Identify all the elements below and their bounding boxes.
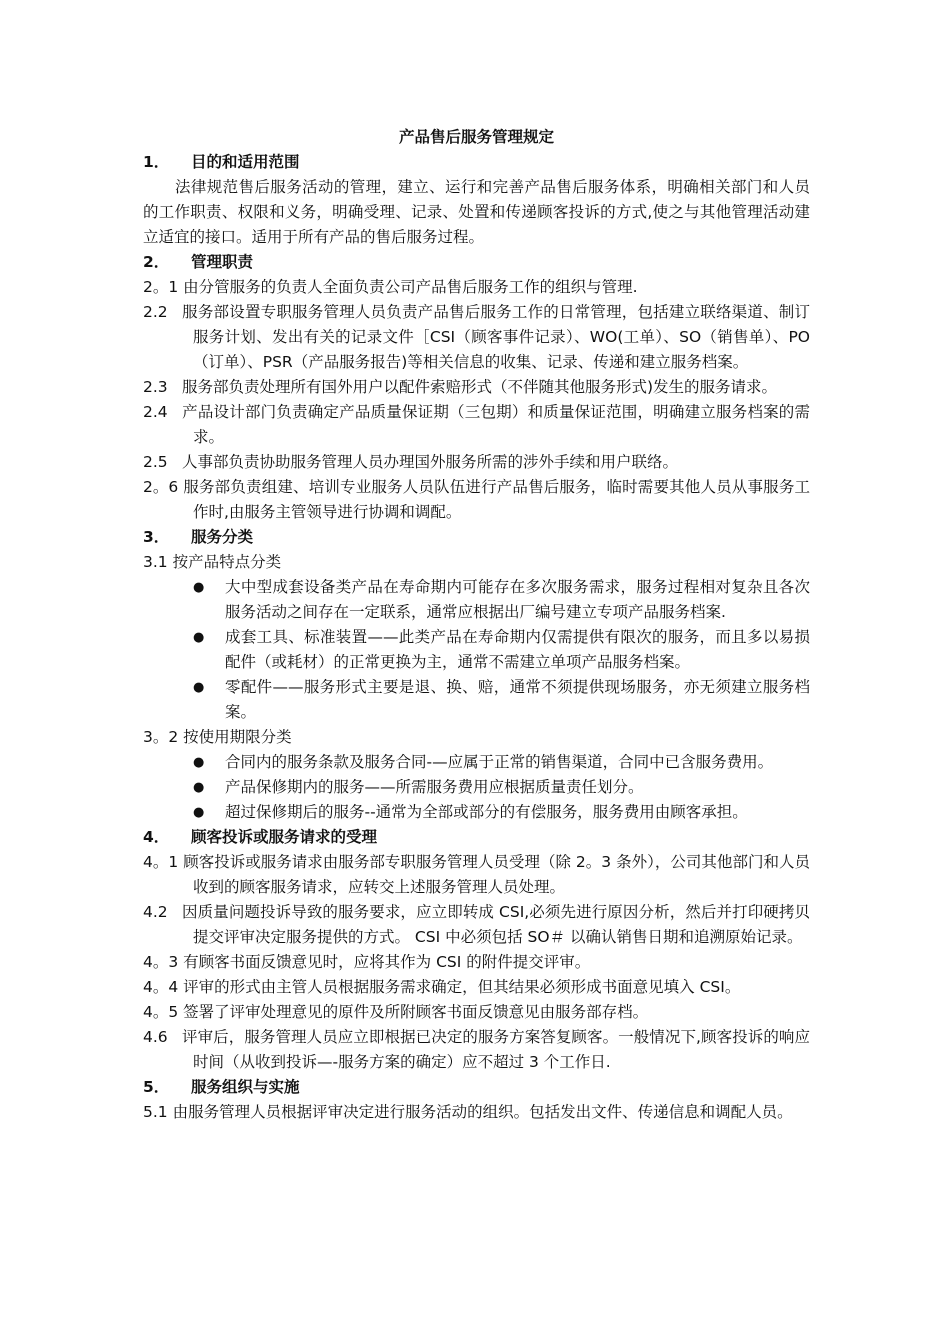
clause-2-1 [143,275,810,300]
subsection-3-2: 3。2 按使用期限分类 [143,728,292,746]
clause-4-5 [143,1000,810,1025]
section-heading-2 [143,250,810,275]
clause-4-4 [143,975,810,1000]
bullet-text: 产品保修期内的服务——所需服务费用应根据质量责任划分。 [225,778,644,796]
section-title: 服务组织与实施 [191,1078,300,1096]
bullet-icon: ● [193,755,205,770]
clause-number: 4。3 [143,953,179,971]
section-heading-1 [143,150,810,175]
section-title: 目的和适用范围 [191,153,300,171]
clause-5-1: 5.1 由服务管理人员根据评审决定进行服务活动的组织。包括发出文件、传递信息和调配人员。 [143,1103,793,1121]
clause-number: 2。6 [143,478,179,496]
bullet-icon: ● [193,580,205,595]
clause-text: 服务部负责处理所有国外用户以配件索赔形式（不伴随其他服务形式)发生的服务请求。 [181,378,777,396]
bullet-item [143,575,810,625]
clause-number: 4.6 [143,1028,168,1046]
clause-text: 由分管服务的负责人全面负责公司产品售后服务工作的组织与管理. [183,278,638,296]
section-title: 管理职责 [191,253,254,271]
bullet-icon: ● [193,630,205,645]
section-number: 1． [143,153,170,171]
clause-4-2 [143,900,810,950]
clause-4-1 [143,850,810,900]
clause-text: 服务部设置专职服务管理人员负责产品售后服务工作的日常管理，包括建立联络渠道、制订服务计划、发出有关的记录文件［CSI（顾客事件记录）、WO(工单）、SO（销售单）、PO（订单）、PSR（产品服务报告)等相关信息的收集、记录、传递和建立服务档案。 [182,303,810,371]
clause-2-3 [143,375,810,400]
section-number: 4． [143,828,170,846]
bullet-item [143,675,810,725]
clause-text: 产品设计部门负责确定产品质量保证期（三包期）和质量保证范围，明确建立服务档案的需求。 [182,403,810,446]
document-title: 产品售后服务管理规定 [398,128,554,146]
clause-text: 人事部负责协助服务管理人员办理国外服务所需的涉外手续和用户联络。 [181,453,678,471]
clause-number: 4。1 [143,853,179,871]
clause-number: 2.4 [143,403,168,421]
clause-number: 4。4 [143,978,179,996]
bullet-text: 合同内的服务条款及服务合同-—应属于正常的销售渠道，合同中已含服务费用。 [225,753,774,771]
section-1-paragraph: 法律规范售后服务活动的管理，建立、运行和完善产品售后服务体系，明确相关部门和人员的工作职责、权限和义务，明确受理、记录、处置和传递顾客投诉的方式,使之与其他管理活动建立适宜的接口。适用于所有产品的售后服务过程。 [143,178,810,246]
clause-4-6 [143,1025,810,1075]
section-number: 2． [143,253,170,271]
clause-number: 2.2 [143,303,168,321]
clause-text: 签署了评审处理意见的原件及所附顾客书面反馈意见由服务部存档。 [183,1003,649,1021]
clause-number: 4。5 [143,1003,179,1021]
clause-number: 2。1 [143,278,179,296]
bullet-icon: ● [193,780,205,795]
section-heading-5 [143,1075,810,1100]
bullet-icon: ● [193,805,205,820]
bullet-item [143,750,810,775]
document-page [143,124,810,1125]
section-title: 服务分类 [191,528,254,546]
bullet-item [143,625,810,675]
clause-2-2 [143,300,810,375]
clause-number: 2.3 [143,378,168,396]
clause-2-5 [143,450,810,475]
section-heading-4 [143,825,810,850]
clause-number: 2.5 [143,453,168,471]
clause-4-3 [143,950,810,975]
clause-text: 顾客投诉或服务请求由服务部专职服务管理人员受理（除 2。3 条外），公司其他部门和人员收到的顾客服务请求，应转交上述服务管理人员处理。 [183,853,810,896]
clause-number: 4.2 [143,903,168,921]
bullet-text: 成套工具、标准装置——此类产品在寿命期内仅需提供有限次的服务，而且多以易损配件（或耗材）的正常更换为主，通常不需建立单项产品服务档案。 [225,628,810,671]
section-heading-3 [143,525,810,550]
clause-text: 服务部负责组建、培训专业服务人员队伍进行产品售后服务，临时需要其他人员从事服务工作时,由服务主管领导进行协调和调配。 [183,478,810,521]
bullet-item [143,775,810,800]
bullet-item [143,800,810,825]
clause-2-6 [143,475,810,525]
bullet-text: 零配件——服务形式主要是退、换、赔，通常不须提供现场服务，亦无须建立服务档案。 [225,678,810,721]
bullet-text: 大中型成套设备类产品在寿命期内可能存在多次服务需求，服务过程相对复杂且各次服务活动之间存在一定联系，通常应根据出厂编号建立专项产品服务档案. [225,578,810,621]
clause-text: 因质量问题投诉导致的服务要求，应立即转成 CSI,必须先进行原因分析，然后并打印硬拷贝提交评审决定服务提供的方式。 CSI 中必须包括 SO＃ 以确认销售日期和追溯原始记录。 [182,903,810,946]
clause-2-4 [143,400,810,450]
bullet-text: 超过保修期后的服务--通常为全部或部分的有偿服务，服务费用由顾客承担。 [225,803,748,821]
subsection-3-1: 3.1 按产品特点分类 [143,553,282,571]
section-title: 顾客投诉或服务请求的受理 [191,828,378,846]
clause-text: 有顾客书面反馈意见时，应将其作为 CSI 的附件提交评审。 [183,953,591,971]
bullet-icon: ● [193,680,205,695]
section-number: 3． [143,528,170,546]
section-number: 5． [143,1078,170,1096]
clause-text: 评审的形式由主管人员根据服务需求确定，但其结果必须形成书面意见填入 CSI。 [183,978,741,996]
clause-text: 评审后，服务管理人员应立即根据已决定的服务方案答复顾客。一般情况下,顾客投诉的响应时间（从收到投诉—-服务方案的确定）应不超过 3 个工作日. [182,1028,810,1071]
